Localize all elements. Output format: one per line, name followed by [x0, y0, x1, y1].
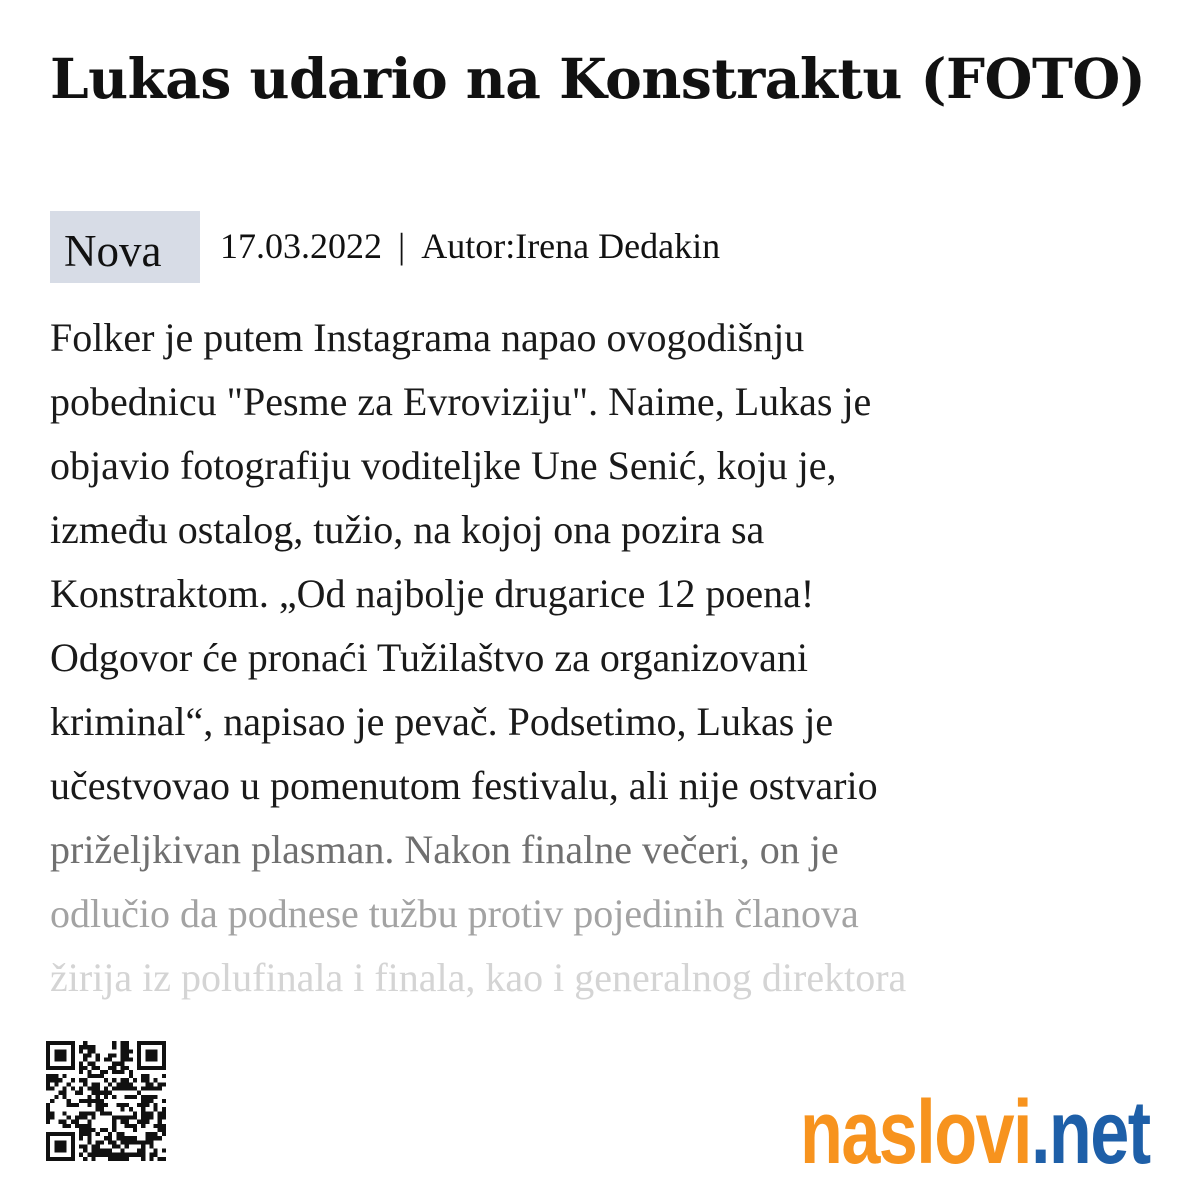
- body-line: priželjkivan plasman. Nakon finalne večeri, on je: [50, 827, 839, 872]
- meta-separator: |: [398, 226, 406, 266]
- body-line: pobednicu "Pesme za Evroviziju". Naime, Lukas je: [50, 379, 872, 424]
- body-line: Odgovor će pronaći Tužilaštvo za organizovani: [50, 635, 808, 680]
- meta-text: [220, 211, 720, 281]
- qr-code-icon[interactable]: [46, 1038, 166, 1164]
- article-author: Autor:Irena Dedakin: [421, 226, 721, 266]
- article-meta: [50, 211, 720, 283]
- article-date: 17.03.2022: [220, 226, 382, 266]
- logo-text-naslovi: naslovi: [800, 1083, 1031, 1183]
- logo-dot: .: [1030, 1083, 1049, 1183]
- logo-text-net: net: [1048, 1083, 1150, 1183]
- body-line: odlučio da podnese tužbu protiv pojedinih članova: [50, 891, 859, 936]
- body-line: Folker je putem Instagrama napao ovogodišnju: [50, 315, 805, 360]
- article-body: [50, 306, 1130, 1010]
- body-line: Konstraktom. „Od najbolje drugarice 12 poena!: [50, 571, 815, 616]
- body-line: između ostalog, tužio, na kojoj ona pozira sa: [50, 507, 765, 552]
- body-line: žirija iz polufinala i finala, kao i generalnog direktora: [50, 955, 907, 1000]
- source-badge[interactable]: Nova: [50, 211, 200, 283]
- article-title: Lukas udario na Konstraktu (FOTO): [50, 46, 1146, 111]
- body-line: objavio fotografiju voditeljke Une Senić, koju je,: [50, 443, 837, 488]
- naslovi-net-logo[interactable]: [800, 1058, 1150, 1183]
- body-line: učestvovao u pomenutom festivalu, ali nije ostvario: [50, 763, 878, 808]
- body-line: kriminal“, napisao je pevač. Podsetimo, Lukas je: [50, 699, 834, 744]
